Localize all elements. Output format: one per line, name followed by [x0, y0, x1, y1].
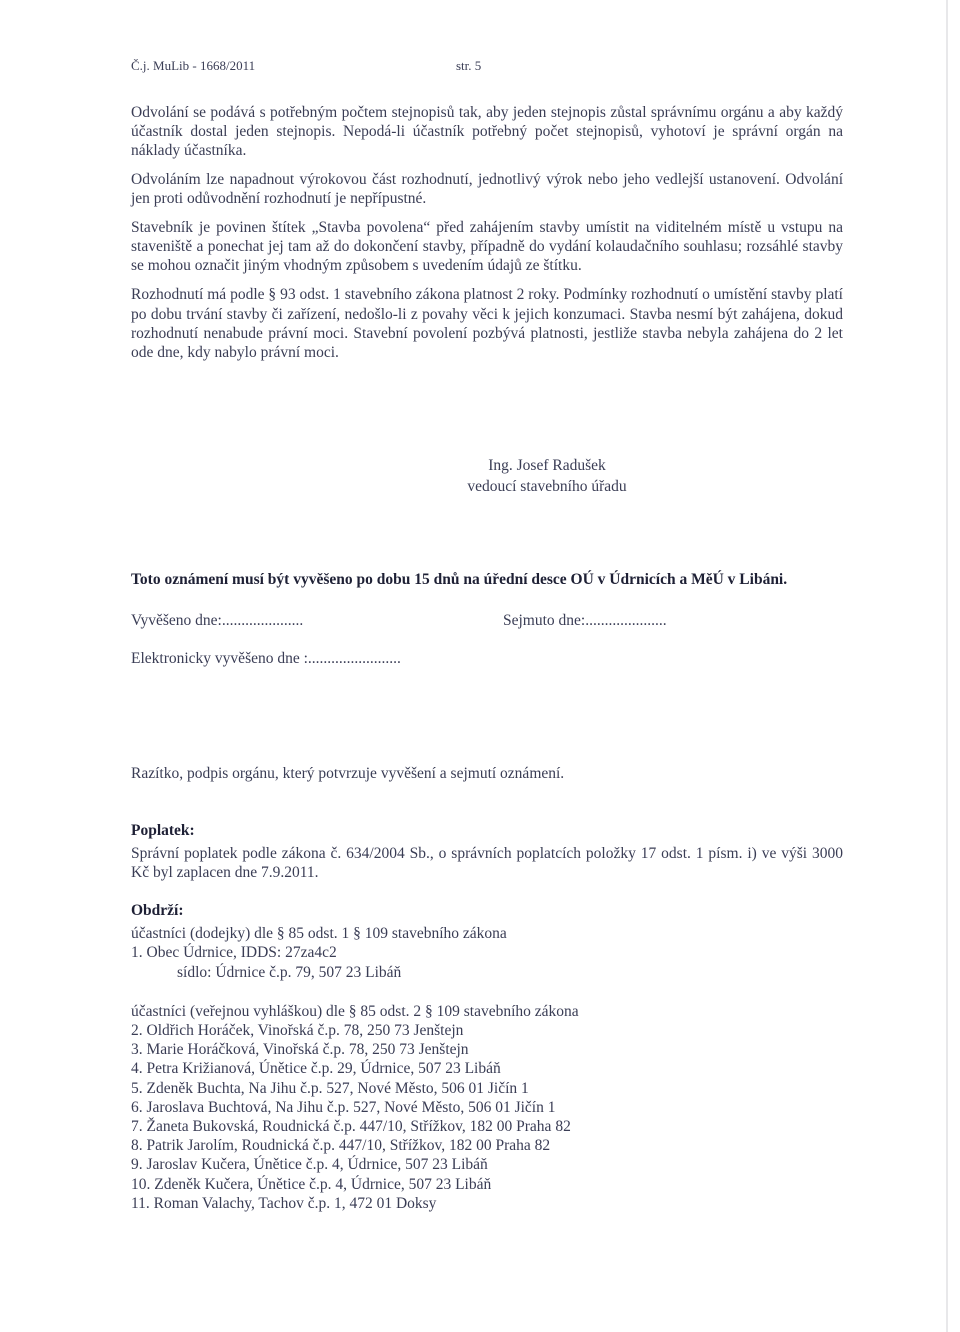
stamp-signature-note: Razítko, podpis orgánu, který potvrzuje vyvěšení a sejmutí oznámení. [131, 765, 565, 782]
posted-date-field: Vyvěšeno dne:..................... [131, 612, 304, 629]
signatory-title: vedoucí stavebního úřadu [467, 477, 627, 495]
recipient-item: 4. Petra Križianová, Únětice č.p. 29, Údrnice, 507 23 Libáň [131, 1060, 501, 1078]
fee-text: Správní poplatek podle zákona č. 634/2004 Sb., o správních poplatcích položky 17 odst. 1 písm. i) ve výši 3000 Kč byl zaplacen dne 7.9.2011. [131, 845, 843, 882]
posting-dates [131, 611, 843, 630]
paragraph-appeal-scope: Odvoláním lze napadnout výrokovou část rozhodnutí, jednotlivý výrok nebo jeho vedlejší ustanovení. Odvolání jen proti odůvodnění rozhodnutí je nepřípustné. [131, 171, 843, 208]
recipient-item: 9. Jaroslav Kučera, Únětice č.p. 4, Údrnice, 507 23 Libáň [131, 1156, 488, 1174]
recipient-item: 8. Patrik Jarolím, Roudnická č.p. 447/10, Střížkov, 182 00 Praha 82 [131, 1137, 551, 1155]
recipients-section [131, 901, 843, 1213]
page-number: str. 5 [456, 58, 482, 73]
paragraph-appeal-copies: Odvolání se podává s potřebným počtem stejnopisů tak, aby jeden stejnopis zůstal správnímu orgánu a aby každý účastník dostal jeden stejnopis. Nepodá-li účastník potřebný počet stejnopisů, vyhotoví je správní orgán na náklady účastníka. [131, 103, 843, 160]
document-page [131, 58, 843, 1212]
fee-section [131, 821, 843, 882]
recipient-item: 3. Marie Horáčková, Vinořská č.p. 78, 250 73 Jenštejn [131, 1041, 469, 1059]
recipient-item: 10. Zdeněk Kučera, Únětice č.p. 4, Údrnice, 507 23 Libáň [131, 1175, 492, 1193]
recipients-heading: Obdrží: [131, 902, 184, 919]
recipient-item: 1. Obec Údrnice, IDDS: 27za4c2 [131, 944, 337, 962]
page-header [131, 58, 843, 74]
recipients-group2-title: účastníci (veřejnou vyhláškou) dle § 85 odst. 2 § 109 stavebního zákona [131, 1002, 579, 1020]
recipient-address: sídlo: Údrnice č.p. 79, 507 23 Libáň [177, 963, 402, 981]
signature-block [191, 456, 903, 498]
scan-edge [946, 0, 948, 1332]
reference-number: Č.j. MuLib - 1668/2011 [131, 58, 256, 73]
paragraph-builder-sign: Stavebník je povinen štítek „Stavba povolena“ před zahájením stavby umístit na viditelném místě u vstupu na staveniště a ponechat jej tam až do dokončení stavby, případně do vydání kolaudačního souhlasu; rozsáhlé stavby se mohou označit jiným vhodným způsobem s uvedením údajů ze štítku. [131, 219, 843, 275]
posting-notice: Toto oznámení musí být vyvěšeno po dobu 15 dnů na úřední desce OÚ v Údrnicích a MěÚ v Libáni. [131, 571, 788, 588]
recipient-item: 2. Oldřich Horáček, Vinořská č.p. 78, 250 73 Jenštejn [131, 1021, 464, 1039]
electronic-posting-field: Elektronicky vyvěšeno dne :........................ [131, 650, 401, 667]
recipient-item: 11. Roman Valachy, Tachov č.p. 1, 472 01 Doksy [131, 1194, 437, 1212]
recipient-item: 7. Žaneta Bukovská, Roudnická č.p. 447/10, Střížkov, 182 00 Praha 82 [131, 1118, 571, 1136]
signatory-name: Ing. Josef Radušek [488, 457, 606, 474]
recipient-item: 6. Jaroslava Buchtová, Na Jihu č.p. 527, Nové Město, 506 01 Jičín 1 [131, 1098, 556, 1116]
removed-date-field: Sejmuto dne:..................... [503, 612, 667, 629]
fee-heading: Poplatek: [131, 822, 195, 839]
recipient-item: 5. Zdeněk Buchta, Na Jihu č.p. 527, Nové Město, 506 01 Jičín 1 [131, 1079, 529, 1097]
recipients-group1-title: účastníci (dodejky) dle § 85 odst. 1 § 109 stavebního zákona [131, 925, 507, 943]
paragraph-validity: Rozhodnutí má podle § 93 odst. 1 stavebního zákona platnost 2 roky. Podmínky rozhodnutí o umístění stavby platí po dobu trvání stavby či zařízení, nedošlo-li z povahy věci k jejich konzumaci. Stavba nesmí být zahájena, dokud rozhodnutí nenabude právní moci. Stavební povolení pozbývá platnosti, jestliže stavba nebyla zahájena do 2 let ode dne, kdy nabylo právní moci. [131, 286, 843, 361]
